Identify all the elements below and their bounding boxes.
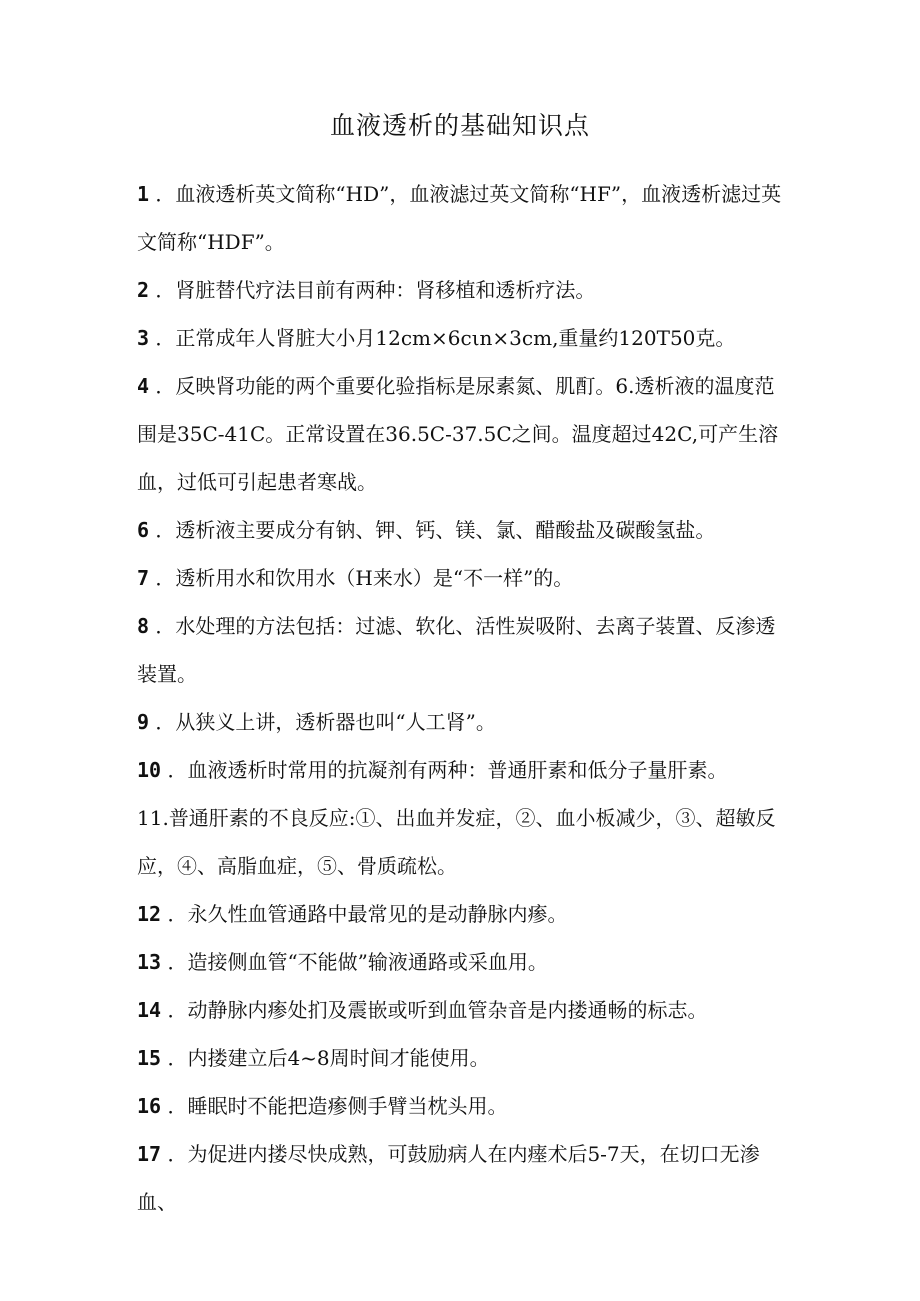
item-number: 13 bbox=[137, 950, 162, 974]
item-number: 2 bbox=[137, 278, 150, 302]
item-text: ．透析液主要成分有钠、钾、钙、镁、氯、醋酸盐及碳酸氢盐。 bbox=[155, 518, 716, 542]
document-body bbox=[137, 170, 792, 1226]
list-item bbox=[137, 1130, 792, 1226]
item-text: ．水处理的方法包括：过滤、软化、活性炭吸附、去离子装置、反渗透装置。 bbox=[137, 614, 776, 686]
item-number: 17 bbox=[137, 1142, 162, 1166]
item-text: ．肾脏替代疗法目前有两种：肾移植和透析疗法。 bbox=[155, 278, 596, 302]
list-item bbox=[137, 170, 792, 266]
list-item bbox=[137, 314, 792, 362]
item-text: ．反映肾功能的两个重要化验指标是尿素氮、肌酊。6.透析液的温度范围是35C-41C。正常设置在36.5C-37.5C之间。温度超过42C,可产生溶血，过低可引起患者寒战。 bbox=[137, 374, 779, 494]
item-number: 15 bbox=[137, 1046, 162, 1070]
item-text: ．睡眠时不能把造瘆侧手臂当枕头用。 bbox=[167, 1094, 508, 1118]
document-title: 血液透析的基础知识点 bbox=[329, 111, 590, 140]
item-number: 4 bbox=[137, 374, 150, 398]
item-text: ．透析用水和饮用水（H来水）是“不一样”的。 bbox=[155, 566, 574, 590]
item-text: 普通肝素的不良反应:①、出血并发症，②、血小板减少，③、超敏反应，④、高脂血症，⑤、骨质疏松。 bbox=[137, 806, 776, 878]
item-number: 16 bbox=[137, 1094, 162, 1118]
list-item bbox=[137, 602, 792, 698]
item-text: ．正常成年人肾脏大小月12cm×6cιn×3cm,重量约120T50克。 bbox=[155, 326, 736, 350]
item-text: ．从狭义上讲，透析器也叫“人工肾”。 bbox=[155, 710, 496, 734]
item-number: 1 bbox=[137, 182, 150, 206]
list-item bbox=[137, 1034, 792, 1082]
item-text: ．血液透析英文简称“HD”，血液滤过英文简称“HF”，血液透析滤过英文简称“HDF”。 bbox=[137, 182, 782, 254]
list-item bbox=[137, 1082, 792, 1130]
item-text: ．内搂建立后4~8周时间才能使用。 bbox=[167, 1046, 490, 1070]
list-item bbox=[137, 746, 792, 794]
item-text: ．为促进内搂尽快成熟，可鼓励病人在内瘗术后5-7天，在切口无渗血、 bbox=[137, 1142, 760, 1214]
list-item bbox=[137, 266, 792, 314]
item-number: 12 bbox=[137, 902, 162, 926]
item-number: 7 bbox=[137, 566, 150, 590]
item-text: ．造接侧血管“不能做”输液通路或采血用。 bbox=[167, 950, 548, 974]
list-item bbox=[137, 506, 792, 554]
item-number: 11. bbox=[137, 806, 169, 830]
list-item bbox=[137, 362, 792, 506]
item-number: 14 bbox=[137, 998, 162, 1022]
item-text: ．永久性血管通路中最常见的是动静脉内瘆。 bbox=[167, 902, 568, 926]
item-text: ．动静脉内瘆处扪及震嵌或听到血管杂音是内搂通畅的标志。 bbox=[167, 998, 708, 1022]
list-item bbox=[137, 554, 792, 602]
item-number: 10 bbox=[137, 758, 162, 782]
list-item bbox=[137, 986, 792, 1034]
item-number: 8 bbox=[137, 614, 150, 638]
item-text: ．血液透析时常用的抗凝剂有两种：普通肝素和低分子量肝素。 bbox=[167, 758, 728, 782]
list-item bbox=[137, 938, 792, 986]
list-item bbox=[137, 794, 792, 890]
list-item bbox=[137, 698, 792, 746]
item-number: 3 bbox=[137, 326, 150, 350]
list-item bbox=[137, 890, 792, 938]
item-number: 6 bbox=[137, 518, 150, 542]
item-number: 9 bbox=[137, 710, 150, 734]
